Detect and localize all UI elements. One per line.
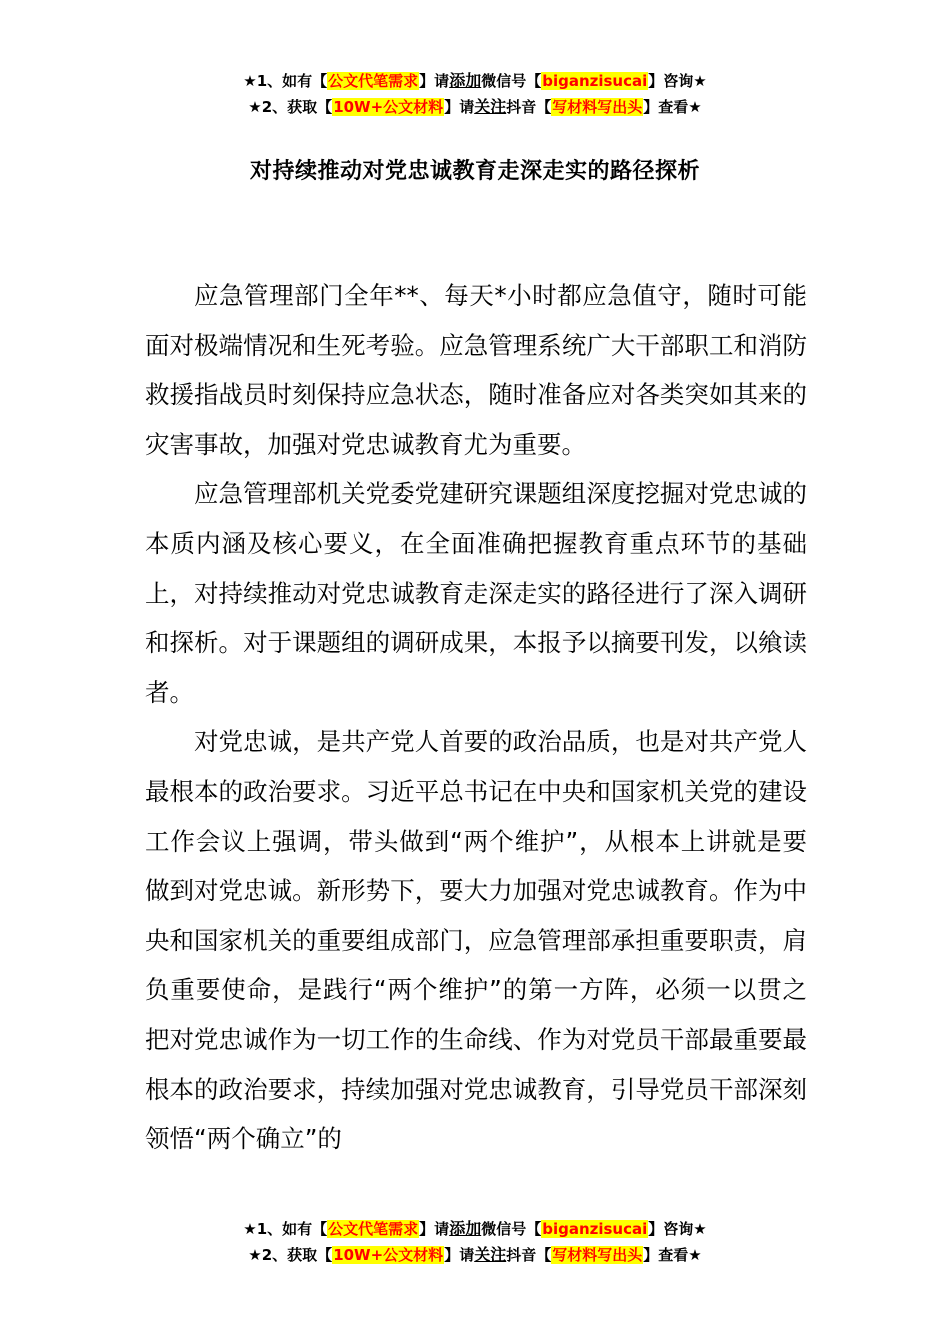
banner-text: ★2、获取【 <box>248 98 333 116</box>
banner-line-1 <box>0 68 950 94</box>
banner-text: 微信号【 <box>481 72 542 90</box>
banner-highlight: biganzisucai <box>542 1220 648 1238</box>
banner-line-2 <box>0 1242 950 1268</box>
banner-line-2 <box>0 94 950 120</box>
banner-text: 】咨询★ <box>648 1220 707 1238</box>
banner-text: 】咨询★ <box>648 72 707 90</box>
banner-underlined: 关注 <box>474 1245 507 1264</box>
banner-text: 】请 <box>419 72 450 90</box>
banner-line-1 <box>0 1216 950 1242</box>
banner-highlight: 写材料写出头 <box>552 1246 643 1264</box>
banner-text: ★1、如有【 <box>243 1220 328 1238</box>
banner-highlight: 公文代笔需求 <box>328 72 419 90</box>
banner-text: 抖音【 <box>506 1246 552 1264</box>
banner-underlined: 添加 <box>449 1219 482 1238</box>
paragraph-3: 对党忠诚，是共产党人首要的政治品质，也是对共产党人最根本的政治要求。习近平总书记在中央和国家机关党的建设工作会议上强调，带头做到“两个维护”，从根本上讲就是要做到对党忠诚。新形势下，要大力加强对党忠诚教育。作为中央和国家机关的重要组成部门，应急管理部承担重要职责，肩负重要使命，是践行“两个维护”的第一方阵，必须一以贯之把对党忠诚作为一切工作的生命线、作为对党员干部最重要最根本的政治要求，持续加强对党忠诚教育，引导党员干部深刻领悟“两个确立”的 <box>145 727 807 1154</box>
banner-text: 】请 <box>419 1220 450 1238</box>
banner-highlight: biganzisucai <box>542 72 648 90</box>
banner-text: 】请 <box>444 98 475 116</box>
header-banner <box>0 68 950 120</box>
banner-text: 微信号【 <box>481 1220 542 1238</box>
banner-text: 】查看★ <box>643 98 702 116</box>
banner-highlight: 写材料写出头 <box>552 98 643 116</box>
document-body <box>145 271 807 1164</box>
banner-text: 】查看★ <box>643 1246 702 1264</box>
banner-text: 抖音【 <box>506 98 552 116</box>
paragraph-1: 应急管理部门全年**、每天*小时都应急值守，随时可能面对极端情况和生死考验。应急管理系统广大干部职工和消防救援指战员时刻保持应急状态，随时准备应对各类突如其来的灾害事故，加强对党忠诚教育尤为重要。 <box>145 281 807 459</box>
banner-underlined: 添加 <box>449 71 482 90</box>
banner-highlight: 10W+公文材料 <box>333 98 444 116</box>
banner-text: ★2、获取【 <box>248 1246 333 1264</box>
banner-underlined: 关注 <box>474 97 507 116</box>
paragraph-2: 应急管理部机关党委党建研究课题组深度挖掘对党忠诚的本质内涵及核心要义，在全面准确把握教育重点环节的基础上，对持续推动对党忠诚教育走深走实的路径进行了深入调研和探析。对于课题组的调研成果，本报予以摘要刊发，以飨读者。 <box>145 479 807 707</box>
banner-highlight: 10W+公文材料 <box>333 1246 444 1264</box>
banner-highlight: 公文代笔需求 <box>328 1220 419 1238</box>
banner-text: 】请 <box>444 1246 475 1264</box>
banner-text: ★1、如有【 <box>243 72 328 90</box>
footer-banner <box>0 1216 950 1268</box>
document-title: 对持续推动对党忠诚教育走深走实的路径探析 <box>249 159 700 184</box>
